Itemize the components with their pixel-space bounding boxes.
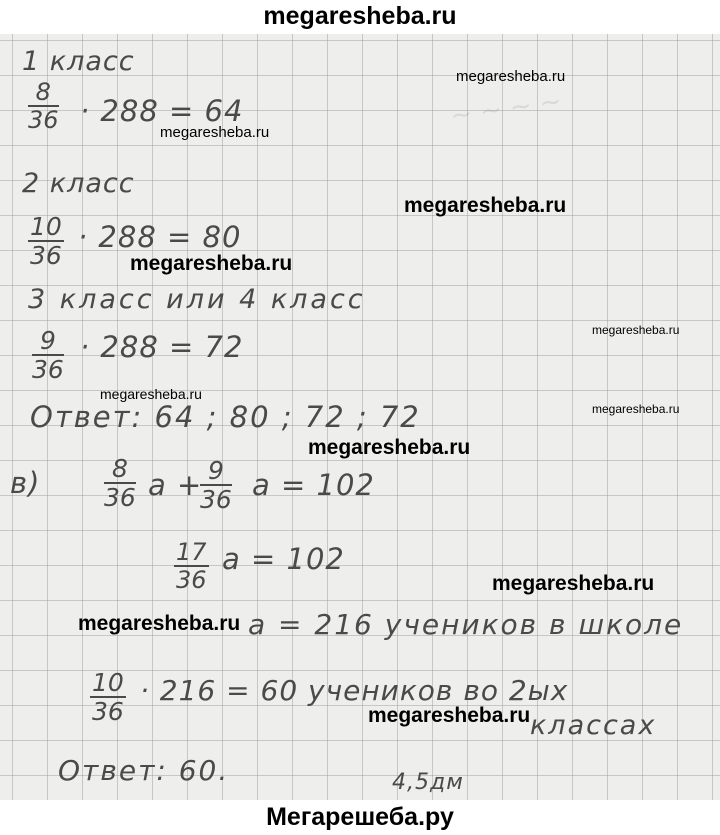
- answer-2: Ответ: 60.: [58, 754, 230, 787]
- eq4-expression: · 216 = 60 учеников во 2ых: [140, 674, 569, 707]
- watermark: megaresheba.ru: [368, 704, 531, 727]
- class34-fraction-denominator: 36: [32, 355, 64, 385]
- bottom-note: 4,5дм: [392, 770, 464, 795]
- watermark: megaresheba.ru: [492, 572, 655, 595]
- answer-1: Ответ: 64 ; 80 ; 72 ; 72: [30, 400, 421, 434]
- watermark: megaresheba.ru: [100, 386, 202, 402]
- class34-title: 3 класс или 4 класс: [28, 284, 366, 315]
- class2-fraction: [28, 214, 64, 270]
- watermark: megaresheba.ru: [308, 436, 471, 459]
- eq4-continuation: классах: [530, 710, 657, 741]
- watermark: megaresheba.ru: [592, 323, 680, 337]
- class2-title: 2 класс: [22, 168, 135, 199]
- class34-expression: · 288 = 72: [80, 330, 244, 364]
- notebook-page: [0, 34, 720, 800]
- eq1-fraction-1-denominator: 36: [104, 483, 136, 513]
- watermark: megaresheba.ru: [456, 68, 566, 85]
- class1-expression: · 288 = 64: [80, 94, 244, 128]
- watermark: megaresheba.ru: [404, 194, 567, 217]
- watermark: megaresheba.ru: [592, 402, 680, 416]
- eq1-end: a = 102: [252, 468, 375, 502]
- eq1-middle: a +: [148, 468, 203, 502]
- class1-fraction: [28, 80, 59, 134]
- eq4-fraction: [90, 670, 126, 726]
- bleed-through-decoration: ~ ~ ~ ~: [448, 86, 564, 132]
- eq1-fraction-2-numerator: 9: [200, 458, 232, 486]
- class34-fraction: [32, 328, 64, 384]
- watermark: megaresheba.ru: [130, 252, 293, 275]
- class2-fraction-numerator: 10: [30, 212, 62, 241]
- eq1-fraction-1: [104, 456, 136, 512]
- eq3-line: a = 216 учеников в школе: [248, 608, 684, 641]
- eq1-fraction-1-numerator: 8: [104, 456, 136, 484]
- class2-expression: · 288 = 80: [78, 220, 242, 254]
- class1-title: 1 класс: [22, 46, 135, 77]
- watermark: megaresheba.ru: [160, 124, 270, 141]
- eq2-fraction: [174, 540, 209, 594]
- eq4-fraction-numerator: 10: [92, 668, 124, 697]
- eq2-fraction-denominator: 36: [176, 566, 207, 595]
- class1-fraction-numerator: 8: [28, 80, 59, 107]
- site-header[interactable]: megaresheba.ru: [0, 0, 720, 34]
- eq1-fraction-2: [200, 458, 232, 514]
- eq2-end: a = 102: [222, 542, 345, 576]
- eq2-fraction-numerator: 17: [176, 538, 207, 566]
- eq1-fraction-2-denominator: 36: [200, 485, 232, 515]
- eq4-fraction-denominator: 36: [92, 697, 124, 727]
- watermark: megaresheba.ru: [78, 612, 241, 635]
- class34-fraction-numerator: 9: [32, 328, 64, 356]
- class1-fraction-denominator: 36: [28, 106, 59, 135]
- class2-fraction-denominator: 36: [30, 241, 62, 271]
- site-footer[interactable]: Мегарешеба.ру: [0, 800, 720, 835]
- part-b-label: в): [10, 466, 41, 500]
